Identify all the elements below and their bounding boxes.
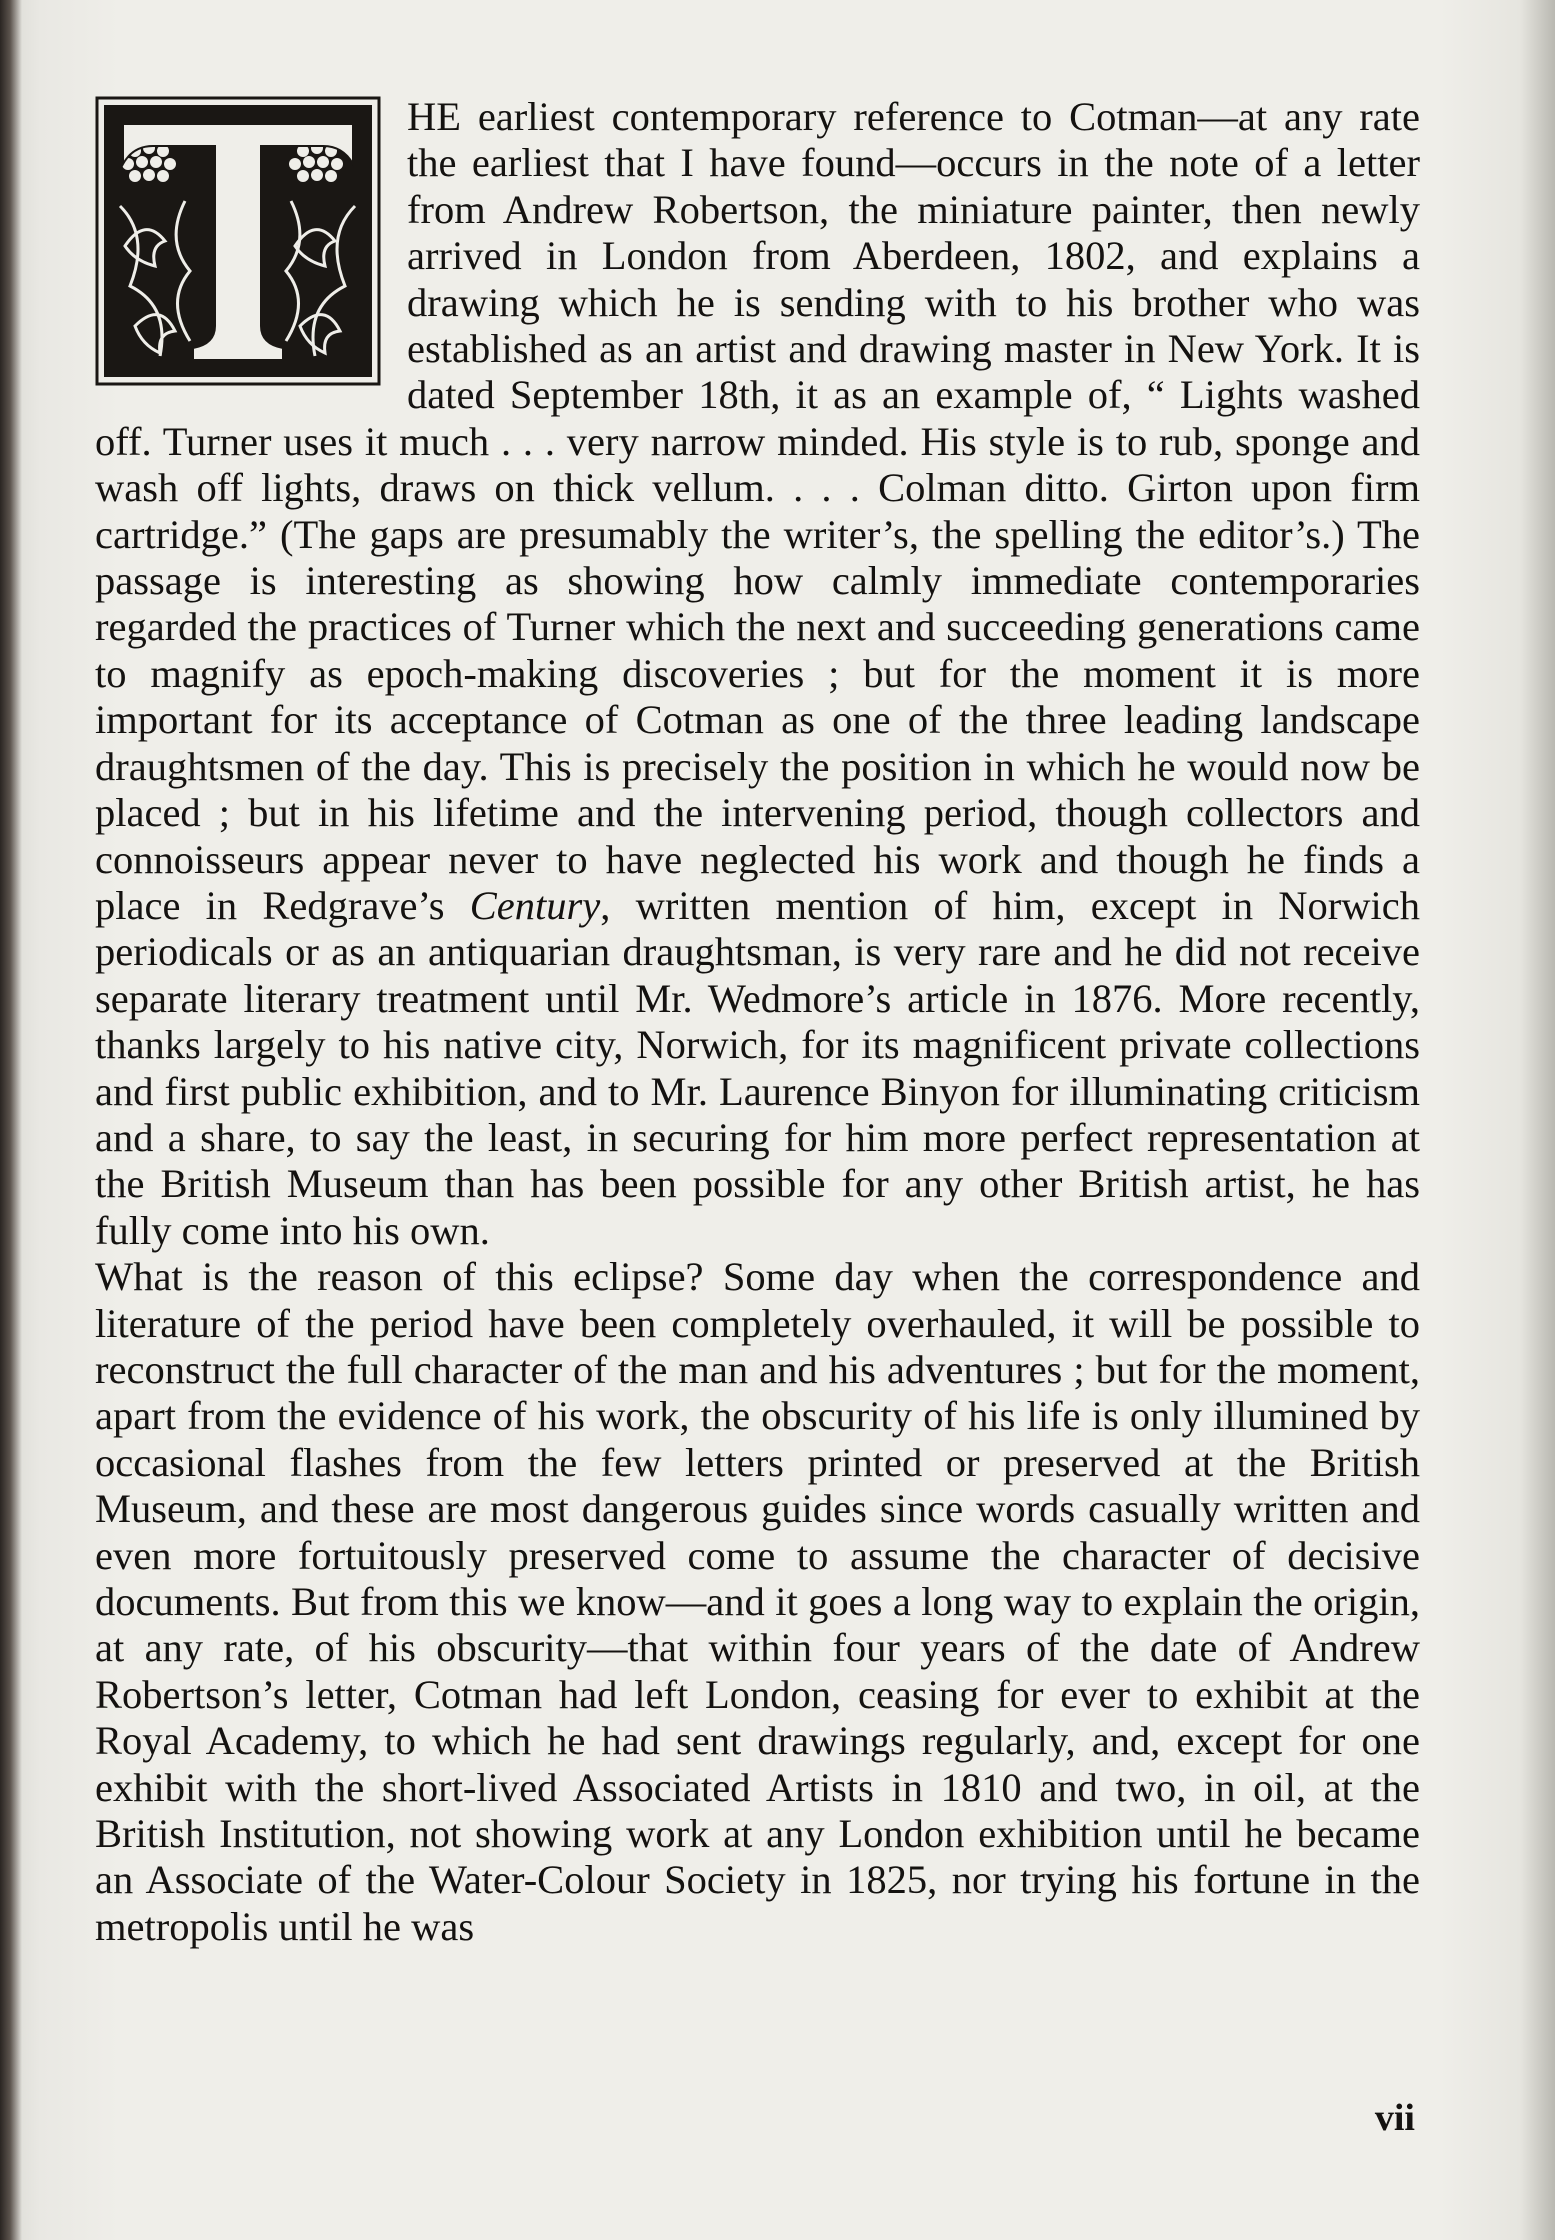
page-number: vii <box>1374 2097 1415 2139</box>
ornamental-drop-cap-T-icon <box>95 96 381 386</box>
paragraph-1-part-a: HE earliest contemporary reference to Cotman—at any rate the earliest that I have found—occurs in the note of a letter from Andrew Robertson, the miniature painter, then newly arrived in London from Aberdeen, 1802, and explains a drawing which he is sending with to his brother who was established as an artist and drawing master in New York. It is dated September 18th, it as an example of, “ Lights washed off. Turner uses it much . . . very narrow minded. His style is to rub, sponge and wash off lights, draws on thick vellum. . . . Colman ditto. Girton upon firm cartridge.” (The gaps are presumably the writer’s, the spelling the editor’s.) The passage is interesting as showing how calmly immediate contemporaries regarded the practices of Turner which the next and succeeding generations came to magnify as epoch-making discoveries ; but for the moment it is more important for its acceptance of Cotman as one of the three leading landscape draughtsmen of the day. This is precisely the position in which he would now be placed ; but in his lifetime and the intervening period, though collectors and connoisseurs appear never to have neglected his work and though he finds a place in Redgrave’s <box>95 94 1420 928</box>
binding-edge <box>0 0 22 2240</box>
paragraph-2: What is the reason of this eclipse? Some day when the correspondence and literature of the period have been completely overhauled, it will be possible to reconstruct the full character of the man and his adventures ; but for the moment, apart from the evidence of his work, the obscurity of his life is only illumined by occasional flashes from the few letters printed or preserved at the British Museum, and these are most dangerous guides since words casually written and even more fortuitously preserved come to assume the character of decisive documents. But from this we know—and it goes a long way to explain the origin, at any rate, of his obscurity—that within four years of the date of Andrew Robertson’s letter, Cotman had left London, ceasing for ever to exhibit at the Royal Academy, to which he had sent drawings regularly, and, except for one exhibit with the short-lived Associated Artists in 1810 and two, in oil, at the British Institution, not showing work at any London exhibition until he became an Associate of the Water-Colour Society in 1825, nor trying his fortune in the metropolis until he was <box>95 1254 1420 1949</box>
paragraph-1-part-b: , written mention of him, except in Norwich periodicals or as an antiquarian draughtsman, is very rare and he did not receive separate literary treatment until Mr. Wedmore’s article in 1876. More recently, thanks largely to his native city, Norwich, for its magnificent private collections and first public exhibition, and to Mr. Laurence Binyon for illuminating criticism and a share, to say the least, in securing for him more perfect representation at the British Museum than has been possible for any other British artist, he has fully come into his own. <box>95 882 1421 1253</box>
century-title: Century <box>469 882 601 928</box>
body-text <box>95 94 1420 1950</box>
